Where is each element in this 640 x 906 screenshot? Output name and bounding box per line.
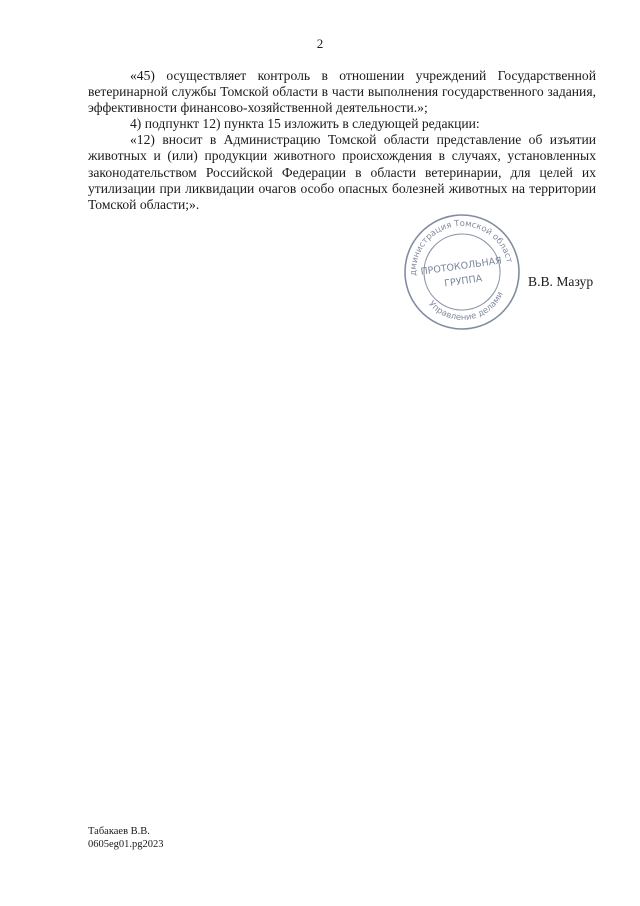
footer-author: Табакаев В.В. xyxy=(88,826,150,837)
paragraph-amendment-intro: 4) подпункт 12) пункта 15 изложить в следующей редакции: xyxy=(130,116,480,132)
paragraph-12: «12) вносит в Администрацию Томской области представление об изъятии животных и (или) продукции животного происхождения в случаях, установленных законодательством Российской Федерации в области ветеринарии, для целей их утилизации при ликвидации очагов особо опасных болезней животных на территории Томской области;». xyxy=(88,132,596,212)
signer-name: В.В. Мазур xyxy=(528,274,594,289)
paragraph-45: «45) осуществляет контроль в отношении учреждений Государственной ветеринарной службы Томской области в части выполнения государственного задания, эффективности финансово-хозяйственной деятельности.»; xyxy=(88,68,596,116)
stamp-outer-top-text: Администрация Томской области xyxy=(408,218,515,276)
stamp-center-line-2: ГРУППА xyxy=(443,273,483,290)
signature-block xyxy=(400,210,600,350)
stamp-outer-bottom-text: Управление делами xyxy=(426,290,506,324)
footer-file-code: 0605eg01.pg2023 xyxy=(88,839,164,850)
official-stamp-icon xyxy=(400,210,524,334)
document-footer xyxy=(88,825,164,851)
stamp-center-line-1: ПРОТОКОЛЬНАЯ xyxy=(419,255,503,278)
body-text xyxy=(88,68,596,213)
page-number: 2 xyxy=(316,36,324,51)
